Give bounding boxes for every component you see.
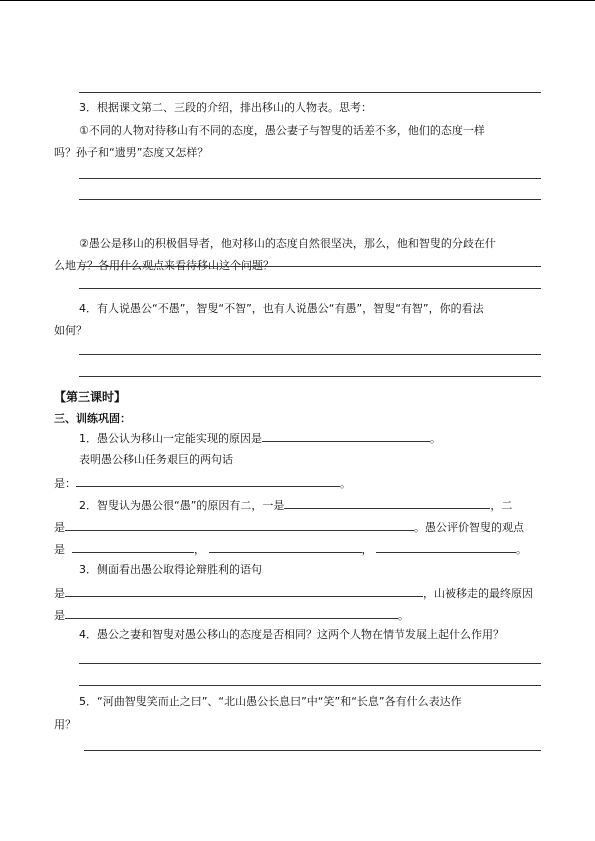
answer-line[interactable] (79, 288, 541, 289)
exercise-5-line2: 用？ (54, 718, 76, 731)
exercise-3-line3 (54, 607, 409, 623)
answer-line[interactable] (79, 92, 541, 93)
exercise-2-text: 2．智叟认为愚公很“愚”的原因有二，一是 (79, 499, 285, 512)
answer-line[interactable] (79, 663, 541, 664)
page-top-border (0, 0, 595, 1)
exercise-2-label: 是 (54, 543, 65, 556)
answer-line[interactable] (84, 750, 541, 751)
question-3-sub2-line1: ②愚公是移山的积极倡导者，他对移山的态度自然很坚决，那么，他和智叟的分歧在什 (79, 237, 496, 250)
exercise-2-line1 (79, 497, 512, 513)
exercise-4-line1: 4．愚公之妻和智叟对愚公移山的态度是否相同？这两个人物在情节发展上起什么作用？ (79, 628, 504, 641)
answer-line[interactable] (79, 376, 541, 377)
exercise-3-line1: 3．侧面看出愚公取得论辩胜利的语句 (79, 563, 262, 576)
exercise-3-line2 (54, 585, 533, 601)
answer-line[interactable] (79, 685, 541, 686)
exercise-1-line1 (79, 430, 441, 446)
exercise-1-line3 (54, 475, 351, 491)
fill-blank[interactable] (65, 607, 398, 619)
exercise-3-label: 是 (54, 587, 65, 600)
section-subtitle: 三、训练巩固： (54, 412, 131, 425)
question-3-sub1-line2: 吗？孙子和“遗男”态度又怎样？ (54, 146, 209, 159)
exercise-5-line1: 5．“河曲智叟笑而止之曰”、“北山愚公长息曰”中“笑”和“长息”各有什么表达作 (79, 695, 462, 708)
answer-line[interactable] (79, 266, 541, 267)
exercise-2-text-tail: ，二 (490, 499, 513, 512)
punctuation: 。 (340, 477, 351, 490)
question-4-line1: 4．有人说愚公“不愚”，智叟“不智”，也有人说愚公“有愚”，智叟“有智”，你的看法 (79, 302, 484, 315)
punctuation: 。 (398, 609, 409, 622)
exercise-2-label: 是 (54, 521, 65, 534)
exercise-3-text-continued: ，山被移走的最终原因 (423, 587, 533, 600)
question-3-sub1-line1: ①不同的人物对待移山有不同的态度，愚公妻子与智叟的话差不多，他们的态度一样 (79, 124, 485, 137)
fill-blank[interactable] (376, 541, 516, 553)
fill-blank[interactable] (65, 585, 423, 597)
fill-blank[interactable] (76, 475, 340, 487)
exercise-2-line3 (54, 541, 527, 557)
punctuation: ， (194, 543, 205, 556)
answer-line[interactable] (79, 354, 541, 355)
question-3-sub2-line2: 么地方？各用什么观点来看待移山这个问题？ (54, 259, 274, 272)
answer-line[interactable] (79, 178, 541, 179)
fill-blank[interactable] (262, 430, 430, 442)
exercise-1-text: 1．愚公认为移山一定能实现的原因是 (79, 432, 262, 445)
exercise-2-line2 (54, 519, 524, 535)
question-4-line2: 如何？ (54, 324, 87, 337)
fill-blank[interactable] (72, 541, 194, 553)
exercise-2-text-continued: 。愚公评价智叟的观点 (414, 521, 524, 534)
answer-line[interactable] (79, 199, 541, 200)
fill-blank[interactable] (65, 519, 414, 531)
exercise-1-label: 是： (54, 477, 76, 490)
fill-blank[interactable] (209, 541, 362, 553)
exercise-1-line2: 表明愚公移山任务艰巨的两句话 (79, 453, 233, 466)
punctuation: 。 (516, 543, 527, 556)
punctuation: ， (361, 543, 373, 556)
question-3-stem: 3．根据课文第二、三段的介绍，排出移山的人物表。思考： (79, 101, 372, 114)
section-title: 【第三课时】 (54, 390, 127, 404)
fill-blank[interactable] (284, 497, 490, 509)
punctuation: 。 (430, 432, 441, 445)
exercise-3-label: 是 (54, 609, 65, 622)
